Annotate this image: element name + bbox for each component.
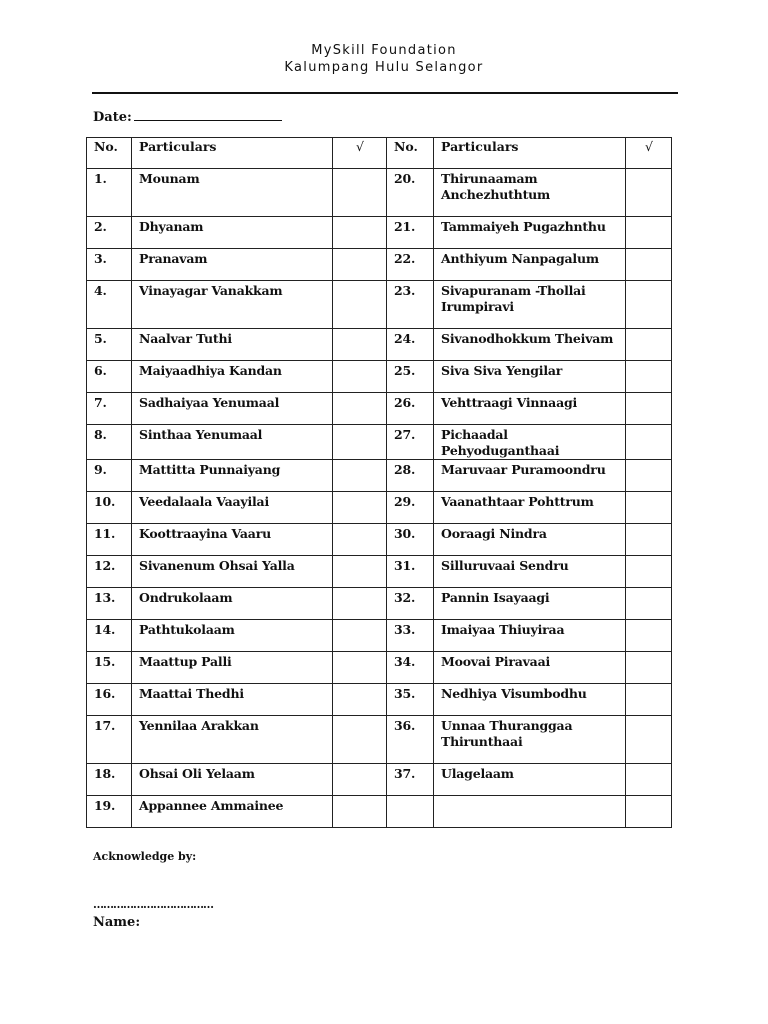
check-cell[interactable] — [333, 329, 387, 361]
item-number: 30. — [387, 524, 434, 556]
item-particular: Unnaa Thuranggaa Thirunthaai — [434, 716, 626, 764]
item-particular — [434, 796, 626, 828]
item-number: 18. — [87, 764, 132, 796]
item-number: 35. — [387, 684, 434, 716]
item-number: 11. — [87, 524, 132, 556]
item-number: 19. — [87, 796, 132, 828]
table-row — [87, 425, 672, 460]
table-row — [87, 620, 672, 652]
check-cell[interactable] — [333, 460, 387, 492]
table-row — [87, 281, 672, 329]
signature-line: ……………………………… — [93, 898, 213, 911]
check-cell[interactable] — [626, 169, 672, 217]
item-particular: Yennilaa Arakkan — [132, 716, 333, 764]
item-particular: Maattup Palli — [132, 652, 333, 684]
item-particular: Maiyaadhiya Kandan — [132, 361, 333, 393]
check-cell[interactable] — [626, 393, 672, 425]
item-number: 24. — [387, 329, 434, 361]
item-particular: Siva Siva Yengilar — [434, 361, 626, 393]
item-particular: Mounam — [132, 169, 333, 217]
item-number: 28. — [387, 460, 434, 492]
item-number: 17. — [87, 716, 132, 764]
table-header-row — [87, 138, 672, 169]
col-check-right: √ — [626, 138, 672, 169]
table-row — [87, 217, 672, 249]
item-particular: Sivanenum Ohsai Yalla — [132, 556, 333, 588]
item-particular: Koottraayina Vaaru — [132, 524, 333, 556]
check-cell[interactable] — [626, 361, 672, 393]
item-number: 32. — [387, 588, 434, 620]
checklist-table — [86, 137, 672, 828]
check-cell[interactable] — [626, 281, 672, 329]
check-cell[interactable] — [333, 684, 387, 716]
item-particular: Imaiyaa Thiuyiraa — [434, 620, 626, 652]
table-row — [87, 361, 672, 393]
check-cell[interactable] — [333, 249, 387, 281]
item-number: 10. — [87, 492, 132, 524]
item-particular: Maruvaar Puramoondru — [434, 460, 626, 492]
check-cell[interactable] — [333, 716, 387, 764]
item-number: 15. — [87, 652, 132, 684]
name-label: Name: — [93, 915, 141, 930]
item-number: 14. — [87, 620, 132, 652]
check-cell[interactable] — [626, 716, 672, 764]
item-particular: Moovai Piravaai — [434, 652, 626, 684]
col-particulars-right: Particulars — [434, 138, 626, 169]
item-particular: Mattitta Punnaiyang — [132, 460, 333, 492]
table-row — [87, 556, 672, 588]
check-cell[interactable] — [626, 684, 672, 716]
item-number: 23. — [387, 281, 434, 329]
item-particular: Vehttraagi Vinnaagi — [434, 393, 626, 425]
table-row — [87, 588, 672, 620]
item-particular: Anthiyum Nanpagalum — [434, 249, 626, 281]
item-particular: Ulagelaam — [434, 764, 626, 796]
table-row — [87, 684, 672, 716]
table-row — [87, 524, 672, 556]
item-particular: Appannee Ammainee — [132, 796, 333, 828]
check-cell[interactable] — [626, 492, 672, 524]
item-particular: Vaanathtaar Pohttrum — [434, 492, 626, 524]
table-row — [87, 492, 672, 524]
item-particular: Ohsai Oli Yelaam — [132, 764, 333, 796]
item-particular: Dhyanam — [132, 217, 333, 249]
item-number: 6. — [87, 361, 132, 393]
check-cell[interactable] — [626, 764, 672, 796]
check-cell[interactable] — [333, 764, 387, 796]
item-particular: Sivapuranam -Thollai Irumpiravi — [434, 281, 626, 329]
item-number: 3. — [87, 249, 132, 281]
check-cell[interactable] — [626, 329, 672, 361]
table-row — [87, 796, 672, 828]
check-cell[interactable] — [626, 217, 672, 249]
check-cell[interactable] — [333, 620, 387, 652]
item-particular: Ooraagi Nindra — [434, 524, 626, 556]
item-particular: Pichaadal Pehyoduganthaai — [434, 425, 626, 460]
item-number: 8. — [87, 425, 132, 460]
org-name: MySkill Foundation — [311, 43, 457, 58]
table-row — [87, 249, 672, 281]
check-cell[interactable] — [333, 556, 387, 588]
check-cell[interactable] — [626, 556, 672, 588]
table-row — [87, 460, 672, 492]
check-cell[interactable] — [333, 588, 387, 620]
table-row — [87, 393, 672, 425]
check-cell[interactable] — [333, 217, 387, 249]
item-number: 16. — [87, 684, 132, 716]
item-number: 2. — [87, 217, 132, 249]
item-particular: Pannin Isayaagi — [434, 588, 626, 620]
check-cell[interactable] — [333, 652, 387, 684]
item-particular: Naalvar Tuthi — [132, 329, 333, 361]
item-number: 31. — [387, 556, 434, 588]
item-particular: Sadhaiyaa Yenumaal — [132, 393, 333, 425]
item-number: 29. — [387, 492, 434, 524]
table-row — [87, 169, 672, 217]
table-row — [87, 764, 672, 796]
check-cell[interactable] — [626, 460, 672, 492]
check-cell[interactable] — [333, 169, 387, 217]
item-number: 36. — [387, 716, 434, 764]
check-cell[interactable] — [333, 796, 387, 828]
acknowledge-label: Acknowledge by: — [93, 850, 197, 863]
header-divider — [92, 92, 678, 94]
item-number: 5. — [87, 329, 132, 361]
item-number: 25. — [387, 361, 434, 393]
document-header — [0, 42, 768, 76]
col-particulars-left: Particulars — [132, 138, 333, 169]
check-cell[interactable] — [626, 588, 672, 620]
item-particular: Maattai Thedhi — [132, 684, 333, 716]
check-cell[interactable] — [333, 524, 387, 556]
item-particular: Veedalaala Vaayilai — [132, 492, 333, 524]
item-number: 34. — [387, 652, 434, 684]
check-cell[interactable] — [333, 425, 387, 460]
check-cell[interactable] — [626, 796, 672, 828]
item-number: 12. — [87, 556, 132, 588]
date-line — [93, 110, 282, 125]
check-cell[interactable] — [333, 492, 387, 524]
item-number: 4. — [87, 281, 132, 329]
check-cell[interactable] — [626, 652, 672, 684]
check-cell[interactable] — [626, 620, 672, 652]
item-number: 7. — [87, 393, 132, 425]
table-row — [87, 716, 672, 764]
col-no-right: No. — [387, 138, 434, 169]
table-row — [87, 329, 672, 361]
item-number: 1. — [87, 169, 132, 217]
check-cell[interactable] — [626, 249, 672, 281]
item-particular: Tammaiyeh Pugazhnthu — [434, 217, 626, 249]
check-cell[interactable] — [626, 524, 672, 556]
item-particular: Ondrukolaam — [132, 588, 333, 620]
date-label: Date: — [93, 110, 132, 125]
item-number: 20. — [387, 169, 434, 217]
item-number — [387, 796, 434, 828]
item-number: 37. — [387, 764, 434, 796]
col-no-left: No. — [87, 138, 132, 169]
item-particular: Sinthaa Yenumaal — [132, 425, 333, 460]
col-check-left: √ — [333, 138, 387, 169]
item-particular: Thirunaamam Anchezhuthtum — [434, 169, 626, 217]
org-location: Kalumpang Hulu Selangor — [284, 60, 484, 75]
item-particular: Nedhiya Visumbodhu — [434, 684, 626, 716]
check-cell[interactable] — [626, 425, 672, 460]
date-blank-field[interactable] — [134, 120, 282, 121]
item-particular: Sivanodhokkum Theivam — [434, 329, 626, 361]
item-number: 13. — [87, 588, 132, 620]
item-number: 22. — [387, 249, 434, 281]
item-number: 33. — [387, 620, 434, 652]
item-particular: Pranavam — [132, 249, 333, 281]
item-particular: Pathtukolaam — [132, 620, 333, 652]
table-row — [87, 652, 672, 684]
check-cell[interactable] — [333, 361, 387, 393]
item-number: 9. — [87, 460, 132, 492]
check-cell[interactable] — [333, 393, 387, 425]
item-number: 27. — [387, 425, 434, 460]
item-number: 21. — [387, 217, 434, 249]
item-number: 26. — [387, 393, 434, 425]
check-cell[interactable] — [333, 281, 387, 329]
item-particular: Vinayagar Vanakkam — [132, 281, 333, 329]
item-particular: Silluruvaai Sendru — [434, 556, 626, 588]
